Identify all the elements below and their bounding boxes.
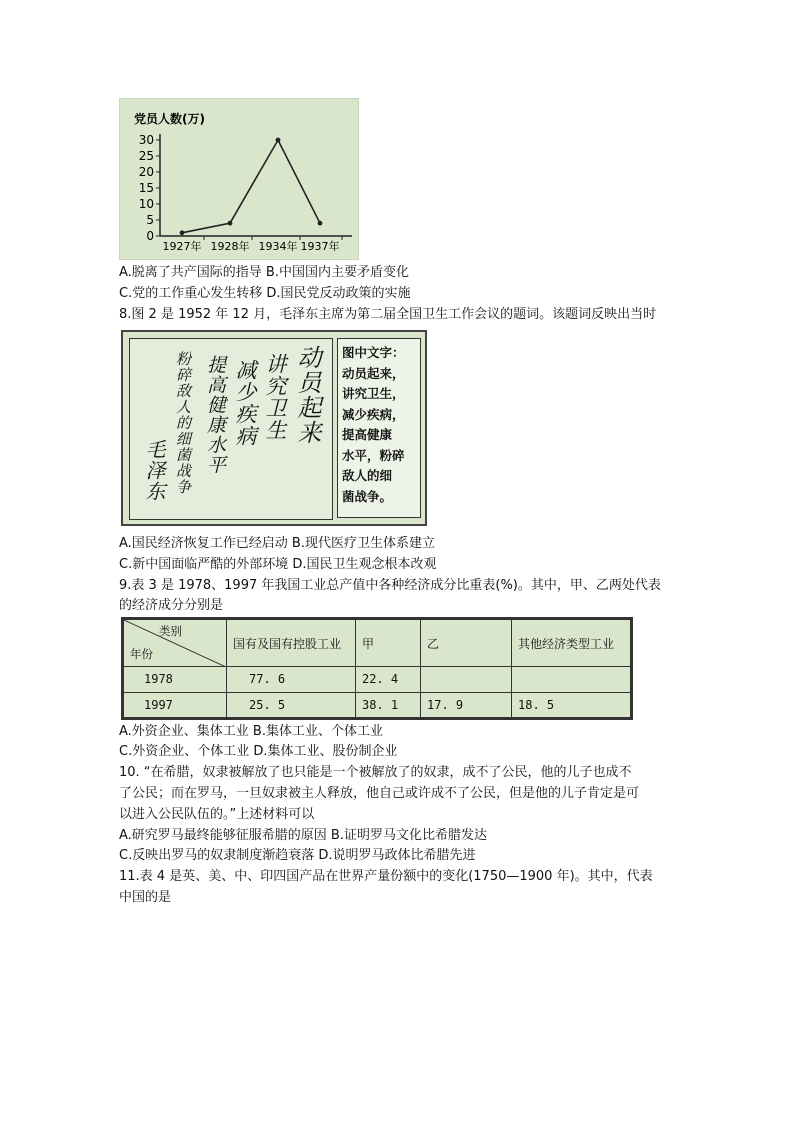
table-header-cell: 国有及国有控股工业 (227, 620, 356, 667)
q8-option-line-1: A.国民经济恢复工作已经启动 B.现代医疗卫生体系建立 (119, 536, 435, 551)
corner-category-label: 类别 (159, 624, 182, 638)
y-tick-label: 30 (138, 133, 154, 147)
table-cell: 77. 6 (227, 667, 356, 693)
caption-line: 讲究卫生， (342, 386, 405, 401)
table-cell: 38. 1 (356, 692, 421, 718)
table-header-row (124, 620, 631, 667)
caption-line: 减少疾病， (342, 406, 405, 422)
calligraphy-col-5: 粉碎敌人的细菌战争 (174, 351, 192, 495)
y-tick-label: 15 (138, 181, 154, 195)
table-cell: 22. 4 (356, 667, 421, 693)
data-point (180, 230, 185, 235)
q10-stem-line-3: 以进入公民队伍的。”上述材料可以 (119, 807, 315, 822)
economic-composition-table (121, 617, 633, 720)
data-point (276, 138, 281, 143)
q9-stem-line-1: 9.表 3 是 1978、1997 年我国工业总产值中各种经济成分比重表(%)。其中，甲、乙两处代表 (119, 578, 661, 593)
table-cell: 18. 5 (512, 692, 631, 718)
caption-line: 提高健康 (342, 427, 393, 442)
y-tick-label: 5 (146, 213, 154, 227)
y-tick-label: 20 (138, 165, 154, 179)
caption-line: 图中文字： (342, 345, 405, 360)
calligraphy-col-1: 动员起来 (293, 345, 321, 445)
x-tick-label: 1928年 (210, 240, 250, 253)
chart-title: 党员人数(万) (134, 112, 205, 126)
x-tick-label: 1934年 (258, 240, 298, 253)
party-membership-chart (119, 98, 359, 260)
table-cell: 25. 5 (227, 692, 356, 718)
table-cell (421, 667, 512, 693)
calligraphy-caption (337, 338, 421, 518)
chart-canvas (120, 99, 358, 259)
calligraphy-col-2: 讲究卫生 (263, 353, 287, 441)
q7-option-line-2: C.党的工作重心发生转移 D.国民党反动政策的实施 (119, 286, 411, 301)
x-tick-label: 1927年 (162, 240, 202, 253)
calligraphy-figure (121, 330, 427, 526)
table-header-cell: 甲 (356, 620, 421, 667)
data-point (318, 221, 323, 226)
data-point (228, 221, 233, 226)
y-tick-label: 0 (146, 229, 154, 243)
chart-axes (139, 133, 352, 253)
table-row (124, 692, 631, 718)
q8-stem: 8.图 2 是 1952 年 12 月，毛泽东主席为第二届全国卫生工作会议的题词。该题词反映出当时 (119, 307, 657, 322)
q10-option-line-1: A.研究罗马最终能够征服希腊的原因 B.证明罗马文化比希腊发达 (119, 828, 487, 843)
q11-stem-line-1: 11.表 4 是英、美、中、印四国产品在世界产量份额中的变化(1750—1900 年)。其中，代表 (119, 869, 653, 884)
q9-option-line-2: C.外资企业、个体工业 D.集体工业、股份制企业 (119, 744, 398, 759)
table-cell (512, 667, 631, 693)
calligraphy-inscription (129, 338, 333, 520)
y-tick-label: 10 (138, 197, 154, 211)
calligraphy-col-4: 提高健康水平 (204, 355, 226, 475)
x-tick-label: 1937年 (300, 240, 340, 253)
q10-option-line-2: C.反映出罗马的奴隶制度渐趋衰落 D.说明罗马政体比希腊先进 (119, 848, 476, 863)
table-corner-cell (124, 620, 227, 667)
table-year-cell: 1978 (124, 667, 227, 693)
calligraphy-col-3: 减少疾病 (233, 359, 257, 447)
y-tick-label: 25 (138, 149, 154, 163)
series-line (182, 140, 320, 233)
q9-stem-line-2: 的经济成分分别是 (119, 598, 224, 613)
table-cell: 17. 9 (421, 692, 512, 718)
corner-year-label: 年份 (130, 647, 153, 661)
q8-option-line-2: C.新中国面临严酷的外部环境 D.国民卫生观念根本改观 (119, 557, 437, 572)
table-header-cell: 其他经济类型工业 (512, 620, 631, 667)
q10-stem-line-1: 10. “在希腊，奴隶被解放了也只能是一个被解放了的奴隶，成不了公民，他的儿子也成不 (119, 765, 632, 780)
table-year-cell: 1997 (124, 692, 227, 718)
calligraphy-signature: 毛泽东 (142, 439, 166, 502)
table-header-cell: 乙 (421, 620, 512, 667)
q7-option-line-1: A.脱离了共产国际的指导 B.中国国内主要矛盾变化 (119, 265, 409, 280)
caption-line: 水平，粉碎 (342, 447, 405, 463)
chart-marks (180, 138, 323, 236)
caption-line: 菌战争。 (342, 488, 393, 504)
q10-stem-line-2: 了公民；而在罗马，一旦奴隶被主人释放，他自己或许成不了公民，但是他的儿子肯定是可 (119, 786, 640, 801)
q11-stem-line-2: 中国的是 (119, 890, 172, 905)
table-row (124, 667, 631, 693)
caption-line: 动员起来， (342, 365, 405, 381)
caption-line: 敌人的细 (342, 468, 393, 483)
q9-option-line-1: A.外资企业、集体工业 B.集体工业、个体工业 (119, 724, 383, 739)
